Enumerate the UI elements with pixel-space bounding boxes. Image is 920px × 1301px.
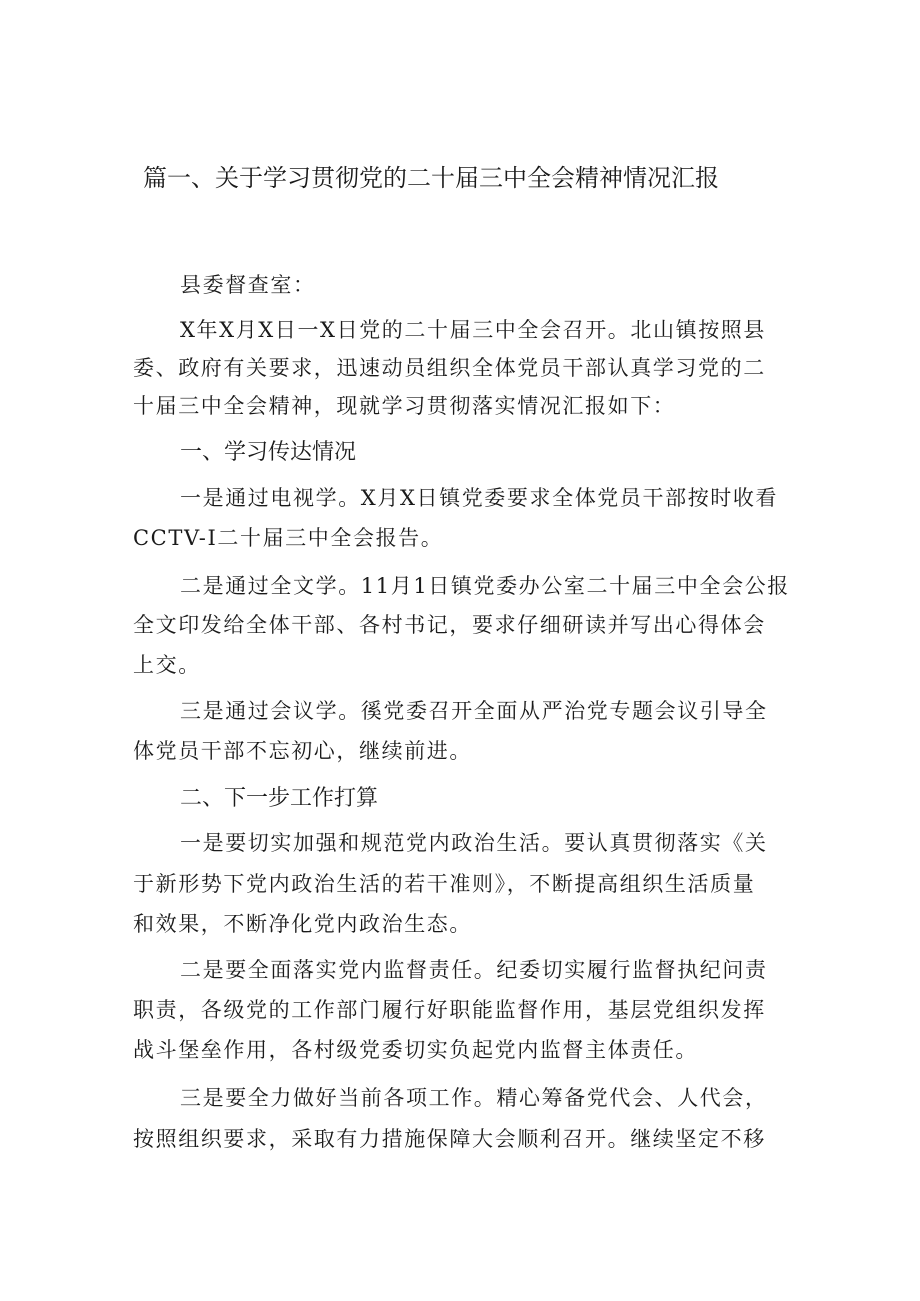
section2-p1-line-3: 和效果，不断净化党内政治生态。 (133, 912, 472, 936)
section2-p3-line-2: 按照组织要求，采取有力措施保障大会顺利召开。继续坚定不移 (133, 1127, 766, 1151)
intro-line-2: 委、政府有关要求，迅速动员组织全体党员干部认真学习党的二 (133, 356, 766, 380)
section1-p3-line-1: 三是通过会议学。徯党委召开全面从严治党专题会议引导全 (180, 699, 768, 723)
section2-p1-line-1: 一是要切实加强和规范党内政治生活。要认真贯彻落实《关 (180, 831, 768, 855)
section1-p3-line-2: 体党员干部不忘初心，继续前进。 (133, 739, 472, 763)
section2-p2-line-1: 二是要全面落实党内监督责任。纪委切实履行监督执纪问责 (180, 958, 768, 982)
section2-p2-line-3: 战斗堡垒作用，各村级党委切实负起党内监督主体责任。 (133, 1038, 698, 1062)
salutation: 县委督查室： (180, 273, 316, 297)
section2-p1-line-2: 于新形势下党内政治生活的若干准则》，不断提高组织生活质量 (133, 872, 756, 896)
intro-line-3: 十届三中全会精神，现就学习贯彻落实情况汇报如下： (133, 394, 676, 418)
section2-heading: 二、下一步工作打算 (180, 786, 379, 811)
section1-p1-line-1: 一是通过电视学。X月X日镇党委要求全体党员干部按时收看 (180, 486, 779, 510)
section1-heading: 一、学习传达情况 (180, 440, 357, 465)
section2-p3-line-1: 三是要全力做好当前各项工作。精心筹备党代会、人代会， (180, 1086, 768, 1110)
document-title: 篇一、关于学习贯彻党的二十届三中全会精神情况汇报 (143, 164, 719, 192)
section1-p2-line-3: 上交。 (133, 653, 201, 677)
section1-p2-line-1: 二是通过全文学。11月1日镇党委办公室二十届三中全会公报 (180, 574, 790, 598)
intro-line-1: X年X月X日一X日党的二十届三中全会召开。北山镇按照县 (180, 318, 766, 342)
section1-p1-line-2: CCTV-I二十届三中全会报告。 (133, 526, 444, 550)
section1-p2-line-2: 全文印发给全体干部、各村书记，要求仔细研读并写出心得体会 (133, 613, 766, 637)
section2-p2-line-2: 职责，各级党的工作部门履行好职能监督作用，基层党组织发挥 (133, 998, 766, 1022)
